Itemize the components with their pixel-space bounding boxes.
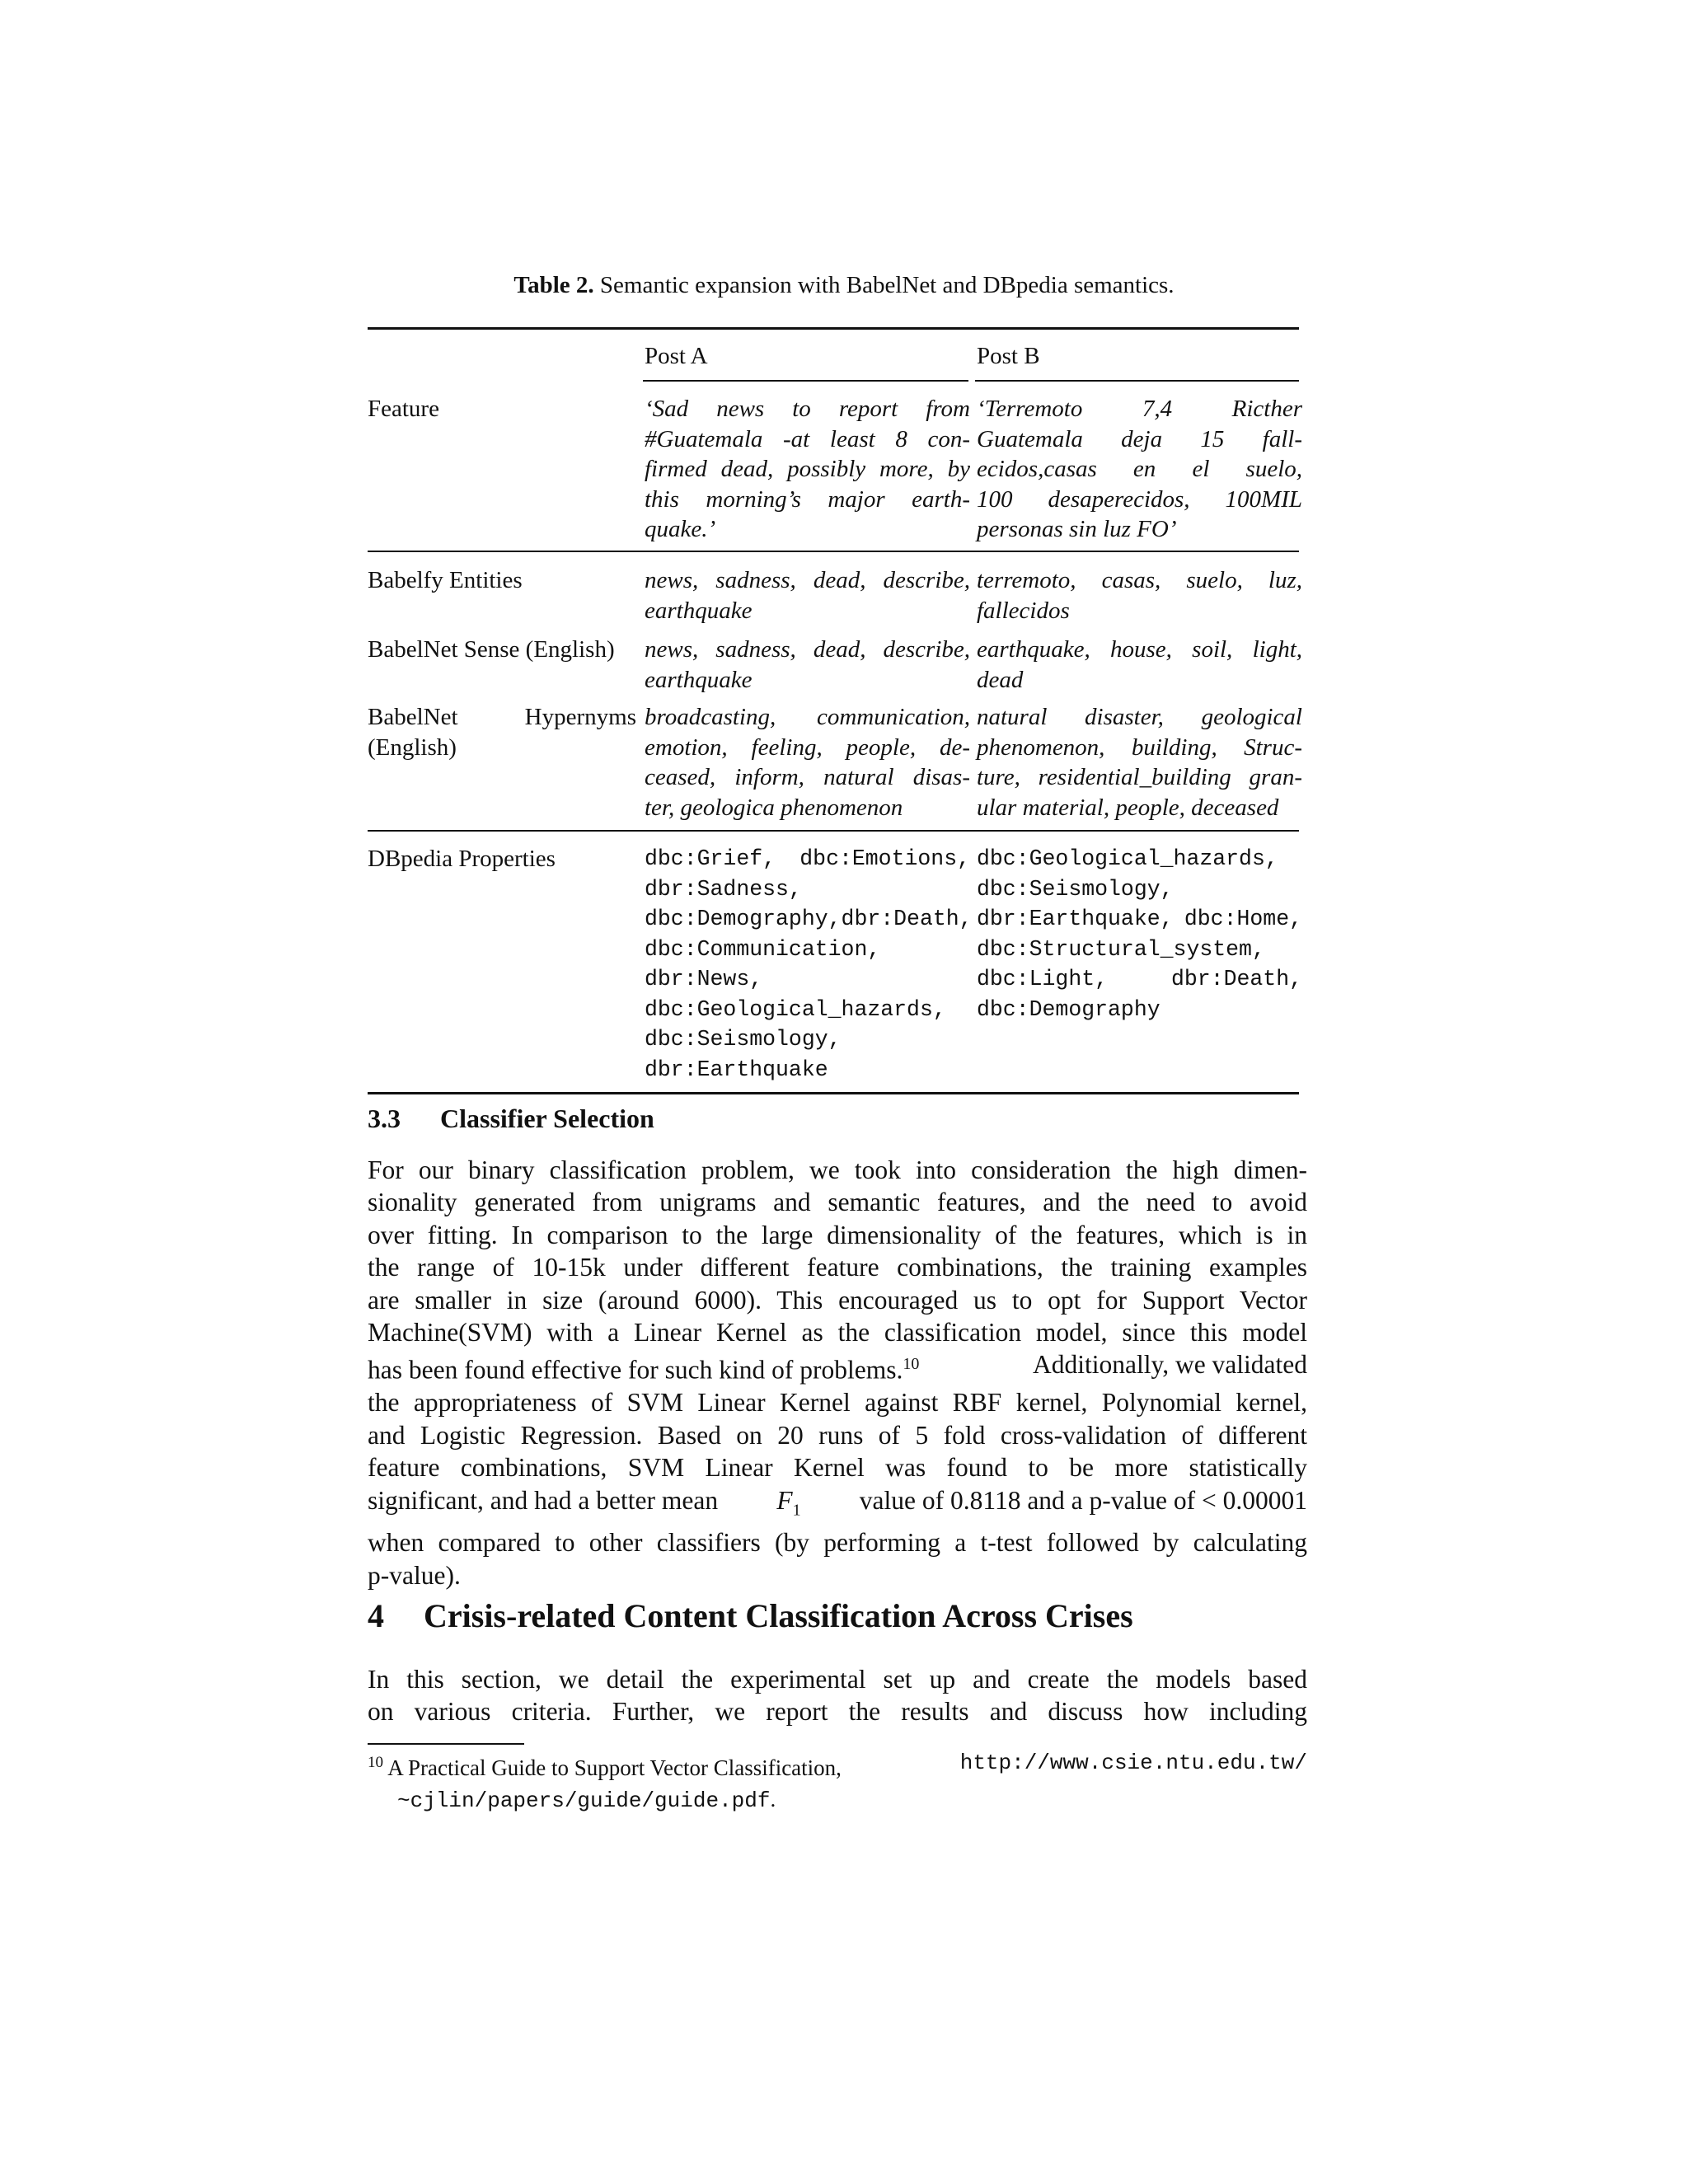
paragraph-line-part xyxy=(368,1348,919,1386)
dbpedia-post-b-line xyxy=(977,904,1302,935)
paragraph-line xyxy=(368,1348,1307,1386)
paragraph-line: Machine(SVM) with a Linear Kernel as the classification model, since this model xyxy=(368,1318,1307,1347)
dbpedia-term: dbr:Sadness, xyxy=(645,876,802,902)
post-b-underline xyxy=(975,380,1299,382)
row-label-dbpedia: DBpedia Properties xyxy=(368,846,556,872)
babelnet-sense-post-b xyxy=(977,635,1302,695)
babelnet-hypernyms-post-a-line: ter, geologica phenomenon xyxy=(645,794,903,821)
babelnet-hypernyms-post-a xyxy=(645,702,970,823)
paragraph-line: sionality generated from unigrams and semantic features, and the need to avoid xyxy=(368,1188,1307,1217)
dbpedia-term: dbc:Demography xyxy=(977,996,1160,1022)
section-3-3-paragraph xyxy=(368,1154,1307,1591)
section-title: Crisis-related Content Classification Across Crises xyxy=(424,1597,1133,1634)
table-mid-rule-2 xyxy=(368,830,1299,832)
table-bottom-rule xyxy=(368,1092,1299,1094)
footnote-line xyxy=(368,1783,1307,1816)
feature-post-a-line: this morning’s major earth- xyxy=(645,485,970,513)
feature-post-b-line: personas sin luz FO’ xyxy=(977,516,1177,542)
section-4-paragraph xyxy=(368,1663,1307,1728)
f1-symbol xyxy=(776,1484,800,1527)
paragraph-line: feature combinations, SVM Linear Kernel was found to be more statistically xyxy=(368,1453,1307,1483)
dbpedia-term: dbr:News, xyxy=(645,967,763,991)
paragraph-line: p-value). xyxy=(368,1560,461,1590)
table-caption xyxy=(0,272,1688,299)
babelfy-post-a-line: earthquake xyxy=(645,597,753,624)
table-caption-label: Table 2. xyxy=(513,272,594,298)
paragraph-line: when compared to other classifiers (by performing a t-test followed by calculating xyxy=(368,1528,1307,1558)
dbpedia-term: dbc:Geological_hazards, xyxy=(977,846,1278,871)
babelnet-hypernyms-post-a-line: broadcasting, communication, xyxy=(645,704,970,730)
babelnet-hypernyms-post-b-line: ular material, people, deceased xyxy=(977,794,1279,821)
dbpedia-term: dbc:Light, xyxy=(977,967,1109,991)
feature-post-a-line: ‘Sad news to report from xyxy=(645,396,970,422)
footnote-ref[interactable]: 10 xyxy=(903,1355,920,1374)
dbpedia-term: dbc:Emotions, xyxy=(799,846,970,871)
dbpedia-term: dbr:Earthquake, xyxy=(977,907,1174,931)
f1-subscript: 1 xyxy=(792,1500,801,1519)
feature-post-b-line: ‘Terremoto 7,4 Ricther xyxy=(977,396,1302,422)
row-label-babelnet-hypernyms xyxy=(368,702,636,762)
paragraph-line: In this section, we detail the experimental set up and create the models based xyxy=(368,1665,1307,1694)
dbpedia-post-b xyxy=(977,844,1302,1024)
post-a-underline xyxy=(643,380,968,382)
paragraph-text: has been found effective for such kind of problems. xyxy=(368,1355,903,1385)
footnote-lead xyxy=(368,1747,842,1783)
babelnet-hypernyms-post-b xyxy=(977,702,1302,823)
paragraph-line: the appropriateness of SVM Linear Kernel against RBF kernel, Polynomial kernel, xyxy=(368,1388,1307,1418)
babelfy-post-a-line: news, sadness, dead, describe, xyxy=(645,567,970,593)
label-hypernyms-word: Hypernyms xyxy=(524,704,636,730)
babelfy-post-a xyxy=(645,565,970,626)
paragraph-line: For our binary classification problem, we took into consideration the high dimen- xyxy=(368,1155,1307,1184)
table-top-rule xyxy=(368,327,1299,330)
babelfy-post-b-line: fallecidos xyxy=(977,597,1070,624)
f1-letter: F xyxy=(776,1485,793,1515)
paragraph-text: significant, and had a better mean xyxy=(368,1485,719,1515)
dbpedia-term: dbc:Seismology, xyxy=(977,876,1174,902)
section-number: 3.3 xyxy=(368,1104,401,1133)
feature-post-b xyxy=(977,394,1302,545)
footnote-url-continued[interactable]: ~cjlin/papers/guide/guide.pdf xyxy=(397,1788,771,1813)
footnote-url[interactable]: http://www.csie.ntu.edu.tw/ xyxy=(959,1750,1307,1775)
babelnet-hypernyms-post-a-line: ceased, inform, natural disas- xyxy=(645,764,970,790)
dbpedia-term: dbc:Demography, xyxy=(645,907,842,931)
row-label-babelfy: Babelfy Entities xyxy=(368,567,523,593)
paragraph-line: on various criteria. Further, we report the results and discuss how including xyxy=(368,1697,1307,1727)
footnote-text: A Practical Guide to Support Vector Classification, xyxy=(387,1755,842,1780)
section-title: Classifier Selection xyxy=(440,1104,654,1133)
dbpedia-term: dbr:Earthquake xyxy=(645,1057,828,1082)
dbpedia-term: dbc:Seismology, xyxy=(645,1027,842,1052)
table-caption-text: Semantic expansion with BabelNet and DBpedia semantics. xyxy=(599,272,1175,298)
footnote-mark: 10 xyxy=(368,1754,383,1771)
col-header-post-a: Post A xyxy=(645,343,708,369)
babelnet-sense-post-b-line: dead xyxy=(977,666,1024,693)
dbpedia-term: dbc:Geological_hazards, xyxy=(645,996,946,1022)
section-number: 4 xyxy=(368,1597,384,1634)
babelfy-post-b-line: terremoto, casas, suelo, luz, xyxy=(977,567,1302,593)
babelnet-sense-post-b-line: earthquake, house, soil, light, xyxy=(977,636,1302,663)
paragraph-line: the range of 10-15k under different feature combinations, the training examples xyxy=(368,1253,1307,1282)
feature-post-a-line: #Guatemala -at least 8 con- xyxy=(645,425,970,452)
dbpedia-post-a xyxy=(645,844,973,1085)
table-mid-rule-1 xyxy=(368,551,1299,552)
dbpedia-term: dbc:Communication, xyxy=(645,936,881,962)
dbpedia-post-a-line xyxy=(645,904,973,935)
dbpedia-term: dbr:Death, xyxy=(1170,967,1302,991)
feature-post-b-line: 100 desaperecidos, 100MIL xyxy=(977,485,1302,513)
footnote-line xyxy=(368,1747,1307,1783)
feature-post-b-line: ecidos,casas en el suelo, xyxy=(977,456,1302,482)
label-english-word: (English) xyxy=(368,733,457,761)
dbpedia-post-a-line xyxy=(645,844,970,874)
paragraph-text: value of 0.8118 and a p-value of < 0.00001 xyxy=(859,1485,1307,1515)
dbpedia-term: dbc:Structural_system, xyxy=(977,936,1265,962)
paragraph-line: and Logistic Regression. Based on 20 runs of 5 fold cross-validation of different xyxy=(368,1420,1307,1450)
row-label-babelnet-sense: BabelNet Sense (English) xyxy=(368,636,615,663)
babelnet-sense-post-a xyxy=(645,635,970,695)
babelnet-hypernyms-post-b-line: phenomenon, building, Struc- xyxy=(977,733,1302,761)
row-label-feature: Feature xyxy=(368,396,439,422)
babelnet-hypernyms-post-b-line: ture, residential_building gran- xyxy=(977,764,1302,790)
babelnet-sense-post-a-line: earthquake xyxy=(645,666,753,693)
dbpedia-term: dbc:Grief, xyxy=(645,846,776,871)
babelfy-post-b xyxy=(977,565,1302,626)
babelnet-hypernyms-post-b-line: natural disaster, geological xyxy=(977,704,1302,730)
paragraph-line: over fitting. In comparison to the large dimensionality of the features, which is in xyxy=(368,1220,1307,1249)
feature-post-a-line: firmed dead, possibly more, by xyxy=(645,456,970,482)
label-babelnet-word: BabelNet xyxy=(368,704,458,730)
dbpedia-term: dbc:Home, xyxy=(1184,907,1302,931)
babelnet-sense-post-a-line: news, sadness, dead, describe, xyxy=(645,636,970,663)
section-4-heading xyxy=(368,1596,1133,1635)
feature-post-b-line: Guatemala deja 15 fall- xyxy=(977,425,1302,452)
paragraph-line: are smaller in size (around 6000). This encouraged us to opt for Support Vector xyxy=(368,1285,1307,1315)
col-header-post-b: Post B xyxy=(977,343,1040,369)
babelnet-hypernyms-post-a-line: emotion, feeling, people, de- xyxy=(645,733,970,761)
feature-post-a xyxy=(645,394,970,545)
footnote-end: . xyxy=(770,1787,776,1811)
section-3-3-heading xyxy=(368,1104,654,1134)
paragraph-line xyxy=(368,1484,1307,1527)
dbpedia-post-b-line xyxy=(977,964,1302,995)
row-label-babelnet-hypernyms-line xyxy=(368,702,636,733)
paragraph-text: Additionally, we validated xyxy=(1033,1350,1307,1380)
dbpedia-term: dbr:Death, xyxy=(841,907,973,931)
feature-post-a-line: quake.’ xyxy=(645,516,716,542)
footnote xyxy=(368,1747,1307,1816)
footnote-rule xyxy=(368,1743,524,1745)
